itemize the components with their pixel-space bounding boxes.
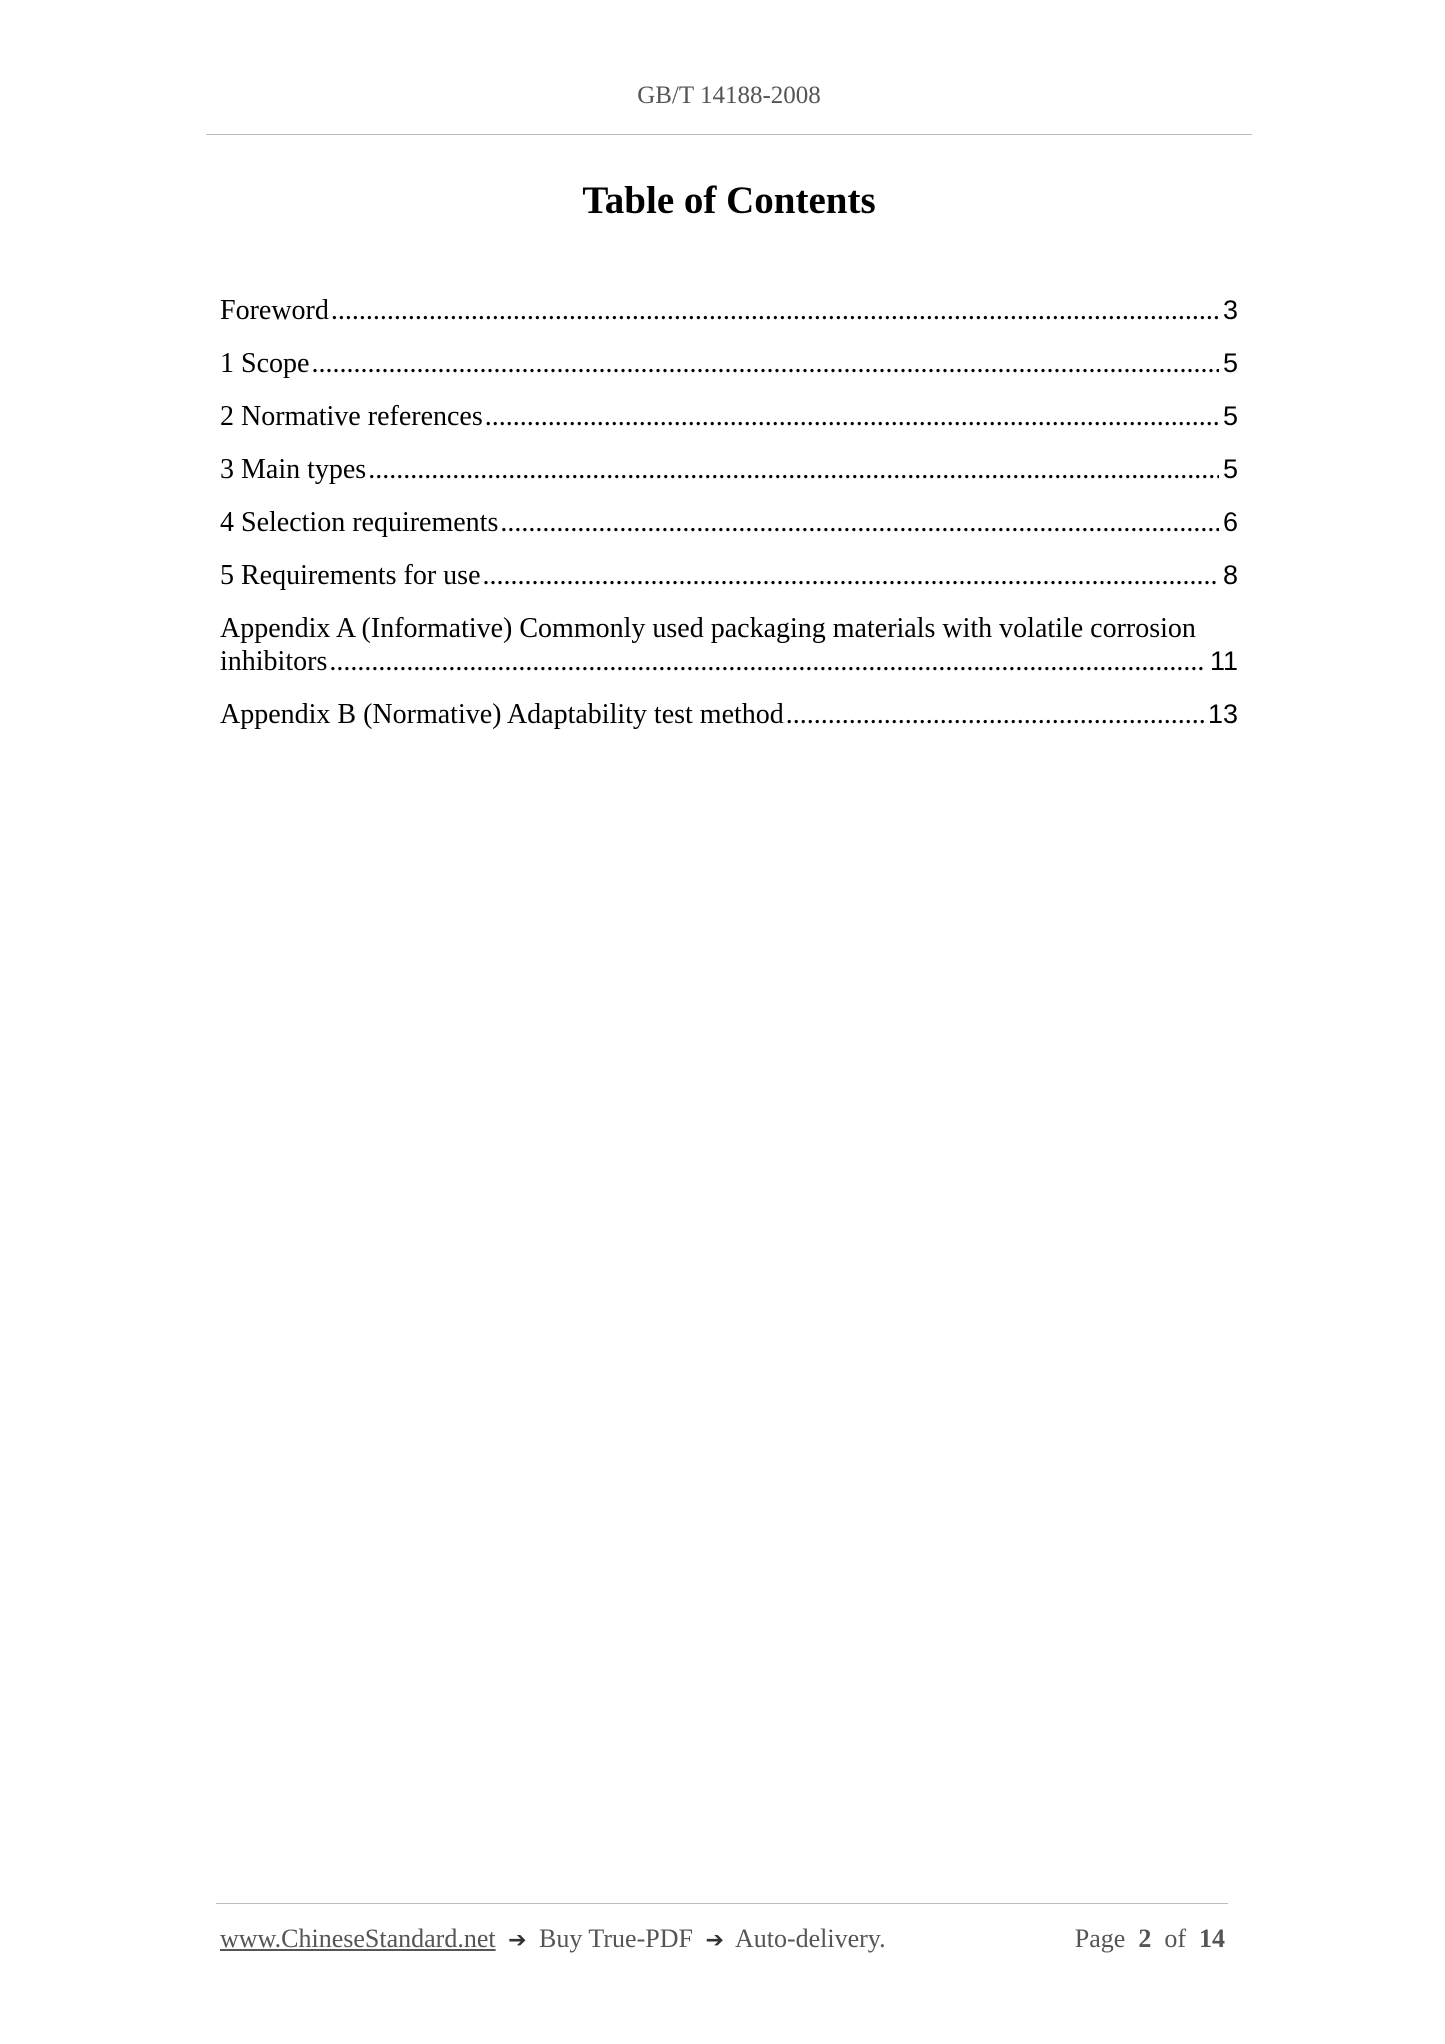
toc-dot-leader bbox=[311, 347, 1219, 380]
toc-entry-label-line1: Appendix A (Informative) Commonly used packaging materials with volatile corrosion bbox=[220, 613, 1196, 644]
toc-dot-leader bbox=[485, 400, 1219, 433]
header-divider bbox=[206, 134, 1252, 135]
right-arrow-icon: ➔ bbox=[705, 1928, 724, 1953]
footer-divider bbox=[216, 1903, 1228, 1904]
toc-entry-label: 4 Selection requirements bbox=[220, 507, 499, 538]
toc-entry-page: 11 bbox=[1209, 646, 1238, 676]
toc-entry-requirements-for-use[interactable] bbox=[220, 559, 1238, 592]
toc-entry-page: 3 bbox=[1222, 295, 1238, 325]
toc-list bbox=[220, 294, 1238, 751]
toc-entry-appendix-a[interactable] bbox=[220, 612, 1238, 678]
toc-entry-page: 13 bbox=[1207, 699, 1238, 729]
toc-entry-label: 2 Normative references bbox=[220, 401, 483, 432]
toc-entry-page: 8 bbox=[1222, 560, 1238, 590]
toc-dot-leader bbox=[368, 453, 1219, 486]
page-header-standard-code: GB/T 14188-2008 bbox=[637, 82, 821, 109]
toc-entry-page: 5 bbox=[1222, 348, 1238, 378]
of-word: of bbox=[1164, 1924, 1186, 1953]
toc-entry-normative-references[interactable] bbox=[220, 400, 1238, 433]
toc-dot-leader bbox=[329, 645, 1206, 678]
toc-entry-appendix-b[interactable] bbox=[220, 698, 1238, 731]
toc-entry-label: 3 Main types bbox=[220, 454, 367, 485]
page-word: Page bbox=[1074, 1924, 1126, 1953]
toc-entry-page: 5 bbox=[1222, 401, 1238, 431]
toc-entry-selection-requirements[interactable] bbox=[220, 506, 1238, 539]
toc-dot-leader bbox=[500, 506, 1219, 539]
toc-entry-main-types[interactable] bbox=[220, 453, 1238, 486]
toc-dot-leader bbox=[331, 294, 1219, 327]
footer-step-buy: Buy True-PDF bbox=[539, 1924, 693, 1953]
toc-entry-scope[interactable] bbox=[220, 347, 1238, 380]
footer-promo bbox=[220, 1924, 886, 1954]
footer-step-delivery: Auto-delivery. bbox=[734, 1924, 886, 1953]
footer-page-indicator bbox=[1075, 1924, 1225, 1954]
toc-entry-label: 5 Requirements for use bbox=[220, 560, 481, 591]
toc-entry-page: 6 bbox=[1222, 507, 1238, 537]
toc-entry-label: Foreword bbox=[220, 295, 329, 326]
page-total: 14 bbox=[1199, 1924, 1225, 1953]
page-current: 2 bbox=[1138, 1924, 1152, 1953]
right-arrow-icon: ➔ bbox=[508, 1928, 527, 1953]
toc-entry-label: Appendix B (Normative) Adaptability test method bbox=[220, 699, 784, 730]
toc-entry-label: 1 Scope bbox=[220, 348, 310, 379]
toc-dot-leader bbox=[786, 698, 1204, 731]
toc-dot-leader bbox=[483, 559, 1219, 592]
toc-entry-page: 5 bbox=[1222, 454, 1238, 484]
toc-title: Table of Contents bbox=[582, 179, 876, 222]
footer-site-link[interactable]: www.ChineseStandard.net bbox=[220, 1924, 496, 1953]
toc-entry-label-line2: inhibitors bbox=[220, 646, 328, 677]
toc-entry-foreword[interactable] bbox=[220, 294, 1238, 327]
